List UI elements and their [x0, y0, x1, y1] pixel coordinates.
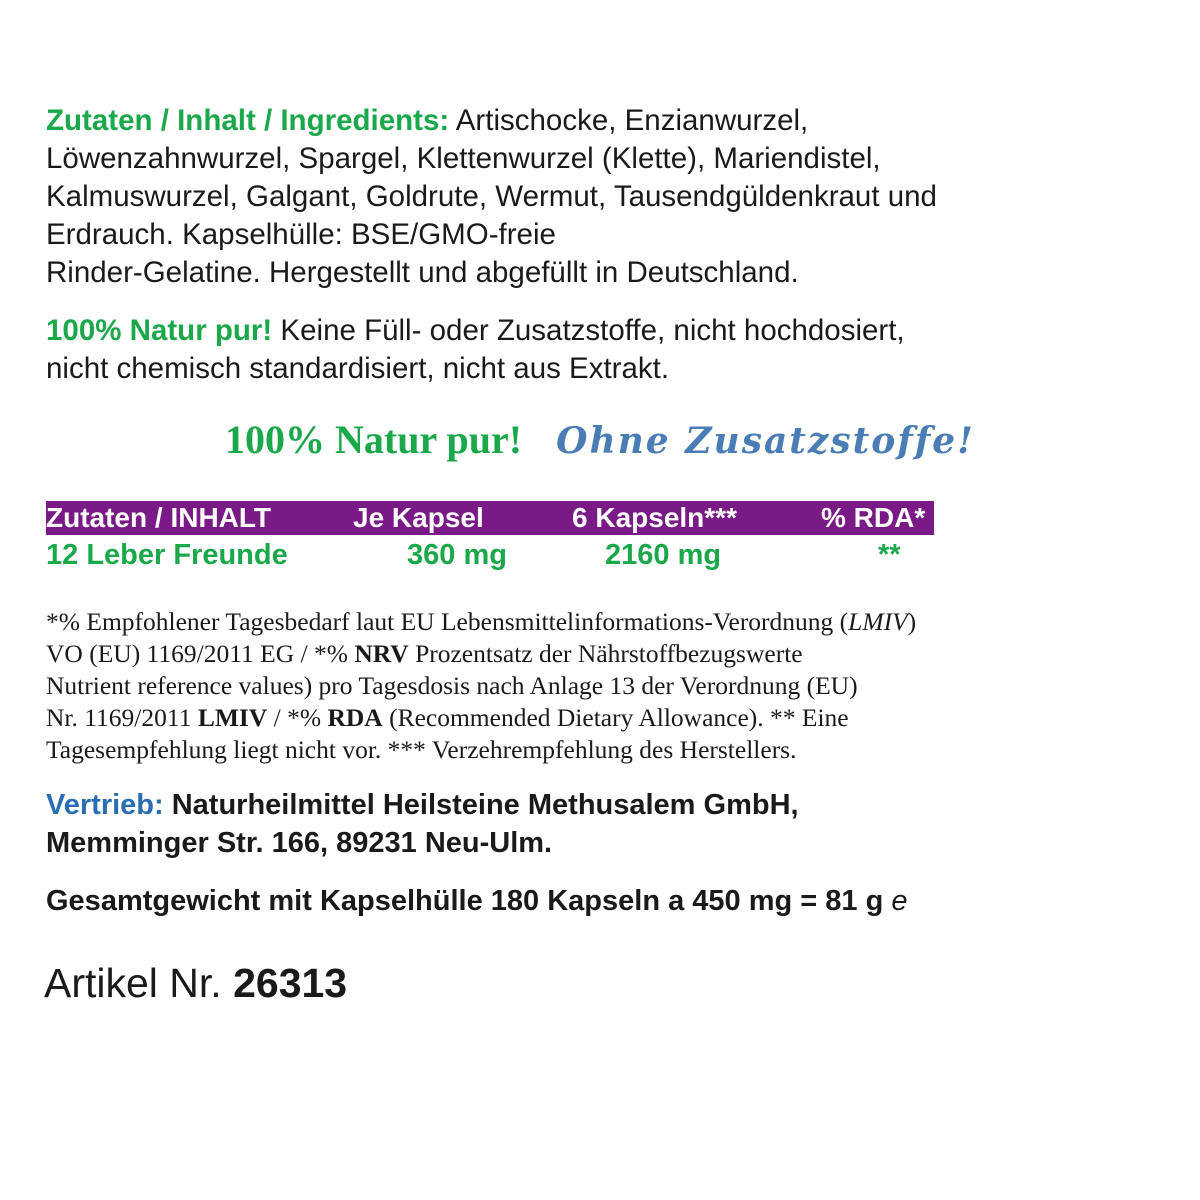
nutrition-table — [46, 501, 934, 575]
footnote-rda: RDA — [327, 703, 383, 732]
footnote-line-1 — [46, 606, 916, 638]
footnote-line-3: Nutrient reference values) pro Tagesdosis nach Anlage 13 der Verordnung (EU) — [46, 671, 858, 700]
footnote-line-4 — [46, 702, 849, 734]
footnote-lmiv-bold: LMIV — [197, 703, 268, 732]
vertrieb-line-1 — [46, 786, 799, 824]
header-je-kapsel: Je Kapsel — [353, 502, 484, 533]
natur-line-1 — [46, 312, 905, 350]
footnote-lmiv: LMIV — [848, 607, 908, 636]
table-header-row — [46, 501, 934, 535]
total-weight-text: Gesamtgewicht mit Kapselhülle 180 Kapseln a 450 mg = 81 g — [46, 885, 892, 917]
table-row — [46, 535, 934, 575]
total-weight — [46, 882, 908, 920]
cell-rda: ** — [878, 539, 901, 571]
vertrieb-company: Naturheilmittel Heilsteine Methusalem GmbH, — [163, 789, 799, 821]
cell-6-kapseln: 2160 mg — [605, 539, 722, 571]
footnote-text: *% Empfohlener Tagesbedarf laut EU Lebensmittelinformations-Verordnung ( — [46, 607, 849, 636]
slogan — [0, 415, 1200, 466]
natur-line-2: nicht chemisch standardisiert, nicht aus Extrakt. — [46, 352, 670, 385]
ingredients-line-3: Kalmuswurzel, Galgant, Goldrute, Wermut, Tausendgüldenkraut und — [46, 180, 937, 213]
footnote-line-5: Tagesempfehlung liegt nicht vor. *** Verzehrempfehlung des Herstellers. — [46, 735, 797, 764]
cell-name: 12 Leber Freunde — [46, 539, 288, 571]
estimated-sign: e — [891, 885, 908, 917]
slogan-natur: 100% Natur pur! — [225, 417, 523, 462]
article-number-label: Artikel Nr. — [44, 960, 234, 1006]
ingredients-line-1 — [46, 102, 808, 140]
natur-text-1: Keine Füll- oder Zusatzstoffe, nicht hochdosiert, — [272, 314, 905, 347]
article-number-value: 26313 — [233, 960, 348, 1006]
ingredients-line-2: Löwenzahnwurzel, Spargel, Klettenwurzel (Klette), Mariendistel, — [46, 142, 881, 175]
article-number — [44, 958, 347, 1008]
footnote-text: Nr. 1169/2011 — [46, 703, 198, 732]
ingredients-text-1: Artischocke, Enzianwurzel, — [449, 104, 809, 137]
vertrieb-address: Memminger Str. 166, 89231 Neu-Ulm. — [46, 827, 553, 859]
header-zutaten: Zutaten / INHALT — [46, 502, 272, 533]
natur-label: 100% Natur pur! — [46, 314, 273, 347]
header-rda: % RDA* — [821, 502, 926, 533]
footnote-text: (Recommended Dietary Allowance). ** Eine — [382, 703, 849, 732]
ingredients-line-5: Rinder-Gelatine. Hergestellt und abgefüllt in Deutschland. — [46, 256, 799, 289]
footnote-line-2 — [46, 638, 803, 670]
vertrieb-label: Vertrieb: — [46, 789, 164, 821]
slogan-ohne-zusatzstoffe: Ohne Zusatzstoffe! — [556, 420, 975, 462]
footnote-text: VO (EU) 1169/2011 EG / *% — [46, 639, 355, 668]
footnote-text: Prozentsatz der Nährstoffbezugswerte — [408, 639, 803, 668]
ingredients-line-4: Erdrauch. Kapselhülle: BSE/GMO-freie — [46, 218, 556, 251]
footnote-text: / *% — [267, 703, 328, 732]
footnote-nrv: NRV — [354, 639, 409, 668]
header-6-kapseln: 6 Kapseln*** — [572, 502, 737, 533]
footnote-text: ) — [907, 607, 917, 636]
cell-je-kapsel: 360 mg — [407, 539, 507, 571]
ingredients-label: Zutaten / Inhalt / Ingredients: — [46, 104, 450, 137]
